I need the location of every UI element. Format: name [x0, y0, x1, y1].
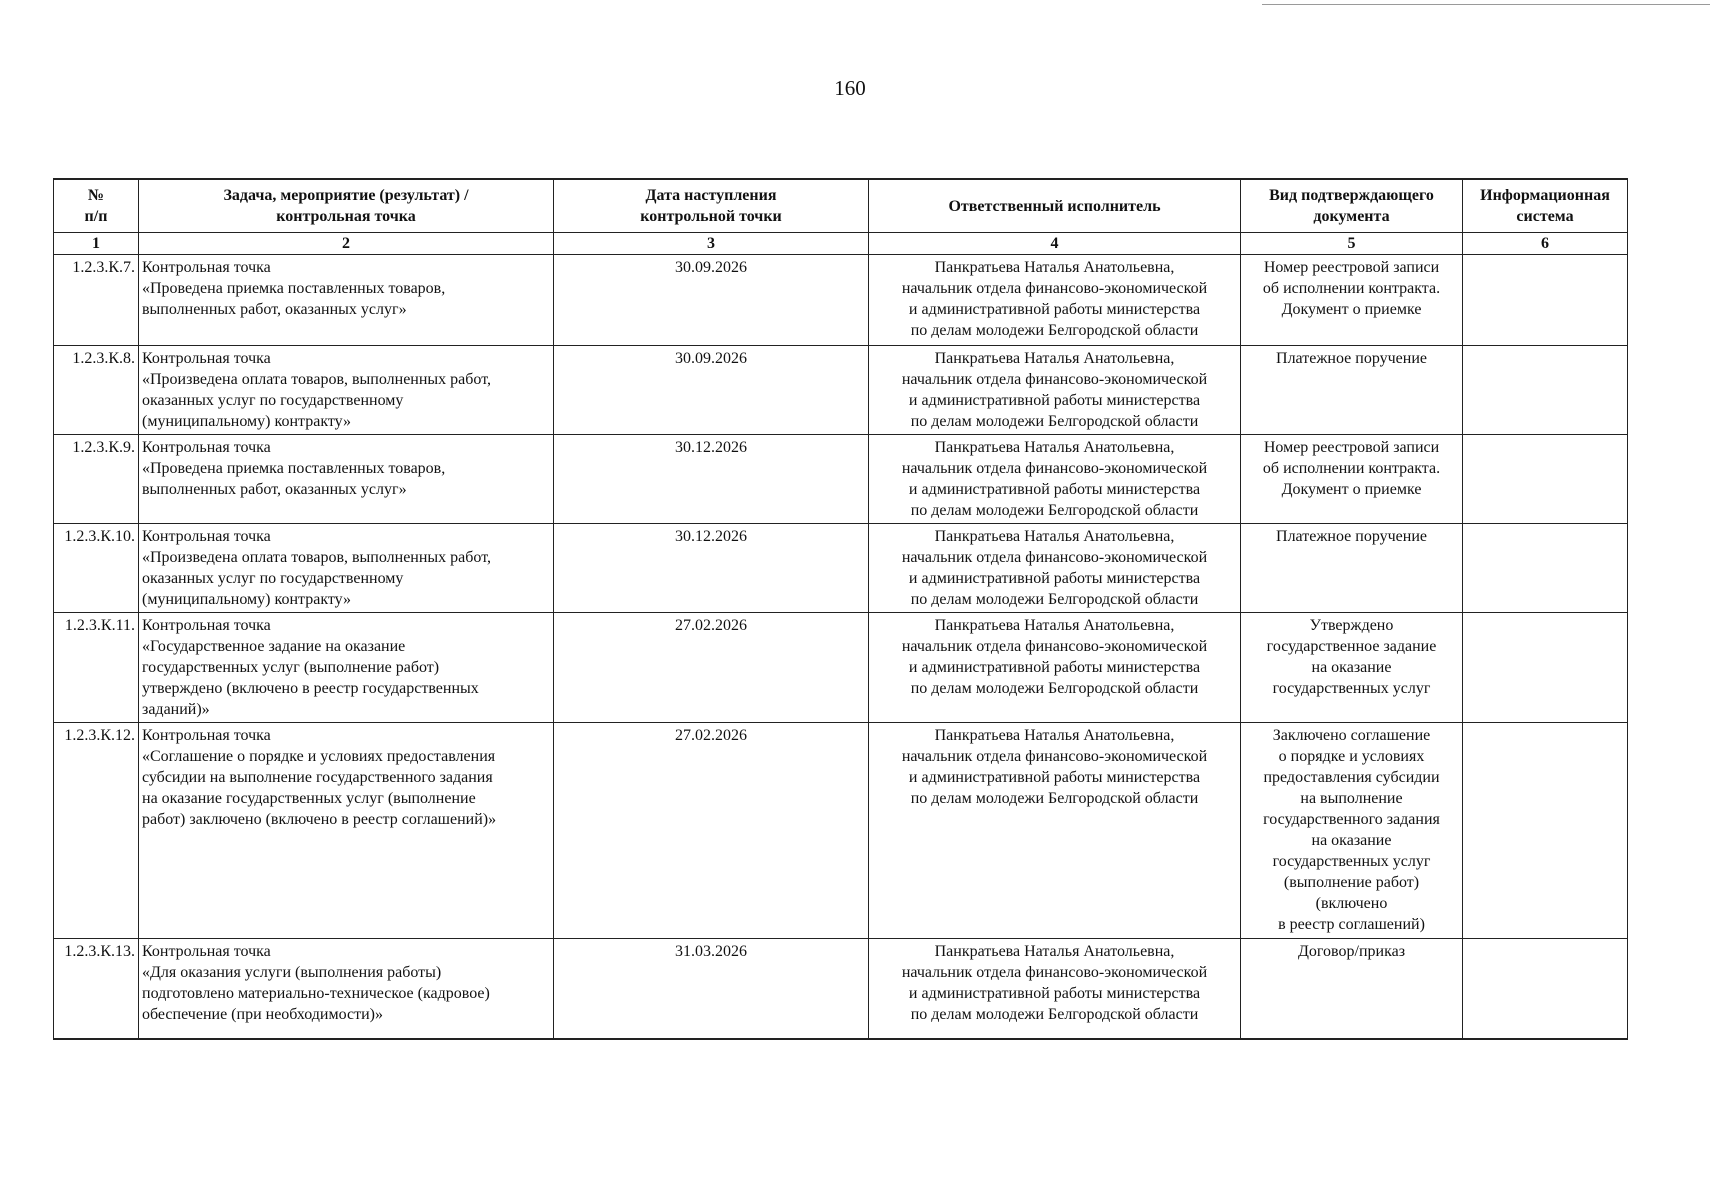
header-system: Информационная система: [1463, 179, 1628, 233]
row-responsible: Панкратьева Наталья Анатольевна, начальник отдела финансово-экономической и административной работы министерства по делам молодежи Белгородской области: [869, 613, 1241, 723]
column-number: 3: [554, 233, 869, 255]
row-date: 27.02.2026: [554, 613, 869, 723]
column-number-row: [54, 233, 1628, 255]
table-row: [54, 435, 1628, 524]
row-document: Договор/приказ: [1241, 939, 1463, 1039]
control-point-label: Контрольная точка: [142, 943, 271, 960]
table-row: [54, 939, 1628, 1039]
row-system: [1463, 939, 1628, 1039]
control-points-table: [53, 178, 1628, 1040]
control-point-description: «Проведена приемка поставленных товаров, выполненных работ, оказанных услуг»: [142, 460, 446, 498]
row-code: 1.2.3.К.8.: [54, 346, 139, 435]
row-code: 1.2.3.К.9.: [54, 435, 139, 524]
header-document: Вид подтверждающего документа: [1241, 179, 1463, 233]
row-task-cell: [139, 723, 554, 939]
row-system: [1463, 723, 1628, 939]
control-point-description: «Произведена оплата товаров, выполненных работ, оказанных услуг по государственному (муниципальному) контракту»: [142, 371, 491, 430]
top-edge-rule: [1262, 4, 1710, 5]
row-code: 1.2.3.К.13.: [54, 939, 139, 1039]
row-document: Номер реестровой записи об исполнении контракта. Документ о приемке: [1241, 255, 1463, 346]
row-document: Номер реестровой записи об исполнении контракта. Документ о приемке: [1241, 435, 1463, 524]
control-point-label: Контрольная точка: [142, 259, 271, 276]
control-point-description: «Проведена приемка поставленных товаров, выполненных работ, оказанных услуг»: [142, 280, 446, 318]
control-point-label: Контрольная точка: [142, 727, 271, 744]
row-date: 30.09.2026: [554, 255, 869, 346]
control-point-description: «Для оказания услуги (выполнения работы) подготовлено материально-техническое (кадровое) обеспечение (при необходимости)»: [142, 964, 490, 1023]
control-point-label: Контрольная точка: [142, 439, 271, 456]
row-responsible: Панкратьева Наталья Анатольевна, начальник отдела финансово-экономической и административной работы министерства по делам молодежи Белгородской области: [869, 723, 1241, 939]
row-responsible: Панкратьева Наталья Анатольевна, начальник отдела финансово-экономической и административной работы министерства по делам молодежи Белгородской области: [869, 435, 1241, 524]
row-document: Заключено соглашение о порядке и условиях предоставления субсидии на выполнение государственного задания на оказание государственных услуг (выполнение работ) (включено в реестр соглашений): [1241, 723, 1463, 939]
row-responsible: Панкратьева Наталья Анатольевна, начальник отдела финансово-экономической и административной работы министерства по делам молодежи Белгородской области: [869, 255, 1241, 346]
row-code: 1.2.3.К.7.: [54, 255, 139, 346]
header-date: Дата наступления контрольной точки: [554, 179, 869, 233]
header-responsible: Ответственный исполнитель: [869, 179, 1241, 233]
control-point-description: «Соглашение о порядке и условиях предоставления субсидии на выполнение государственного задания на оказание государственных услуг (выполнение работ) заключено (включено в реестр соглашений)»: [142, 748, 497, 828]
row-date: 27.02.2026: [554, 723, 869, 939]
table-row: [54, 524, 1628, 613]
header-task: Задача, мероприятие (результат) / контрольная точка: [139, 179, 554, 233]
row-system: [1463, 613, 1628, 723]
row-date: 31.03.2026: [554, 939, 869, 1039]
column-number: 1: [54, 233, 139, 255]
row-system: [1463, 255, 1628, 346]
row-system: [1463, 346, 1628, 435]
table-row: [54, 723, 1628, 939]
control-point-description: «Произведена оплата товаров, выполненных работ, оказанных услуг по государственному (муниципальному) контракту»: [142, 549, 491, 608]
column-number: 6: [1463, 233, 1628, 255]
table-row: [54, 613, 1628, 723]
row-task-cell: [139, 346, 554, 435]
column-number: 4: [869, 233, 1241, 255]
control-point-label: Контрольная точка: [142, 350, 271, 367]
row-task-cell: [139, 613, 554, 723]
row-task-cell: [139, 939, 554, 1039]
row-task-cell: [139, 524, 554, 613]
row-document: Платежное поручение: [1241, 524, 1463, 613]
row-system: [1463, 435, 1628, 524]
row-responsible: Панкратьева Наталья Анатольевна, начальник отдела финансово-экономической и административной работы министерства по делам молодежи Белгородской области: [869, 524, 1241, 613]
page-number: 160: [834, 76, 866, 100]
table-row: [54, 255, 1628, 346]
row-date: 30.12.2026: [554, 435, 869, 524]
row-document: Платежное поручение: [1241, 346, 1463, 435]
table-row: [54, 346, 1628, 435]
row-task-cell: [139, 435, 554, 524]
column-number: 5: [1241, 233, 1463, 255]
control-point-label: Контрольная точка: [142, 528, 271, 545]
row-date: 30.12.2026: [554, 524, 869, 613]
row-code: 1.2.3.К.11.: [54, 613, 139, 723]
column-number: 2: [139, 233, 554, 255]
row-code: 1.2.3.К.10.: [54, 524, 139, 613]
table-header-row: [54, 179, 1628, 233]
row-responsible: Панкратьева Наталья Анатольевна, начальник отдела финансово-экономической и административной работы министерства по делам молодежи Белгородской области: [869, 939, 1241, 1039]
control-point-description: «Государственное задание на оказание государственных услуг (выполнение работ) утверждено (включено в реестр государственных заданий)»: [142, 638, 479, 718]
control-point-label: Контрольная точка: [142, 617, 271, 634]
header-number: № п/п: [54, 179, 139, 233]
row-system: [1463, 524, 1628, 613]
row-date: 30.09.2026: [554, 346, 869, 435]
row-task-cell: [139, 255, 554, 346]
row-code: 1.2.3.К.12.: [54, 723, 139, 939]
row-document: Утверждено государственное задание на оказание государственных услуг: [1241, 613, 1463, 723]
row-responsible: Панкратьева Наталья Анатольевна, начальник отдела финансово-экономической и административной работы министерства по делам молодежи Белгородской области: [869, 346, 1241, 435]
